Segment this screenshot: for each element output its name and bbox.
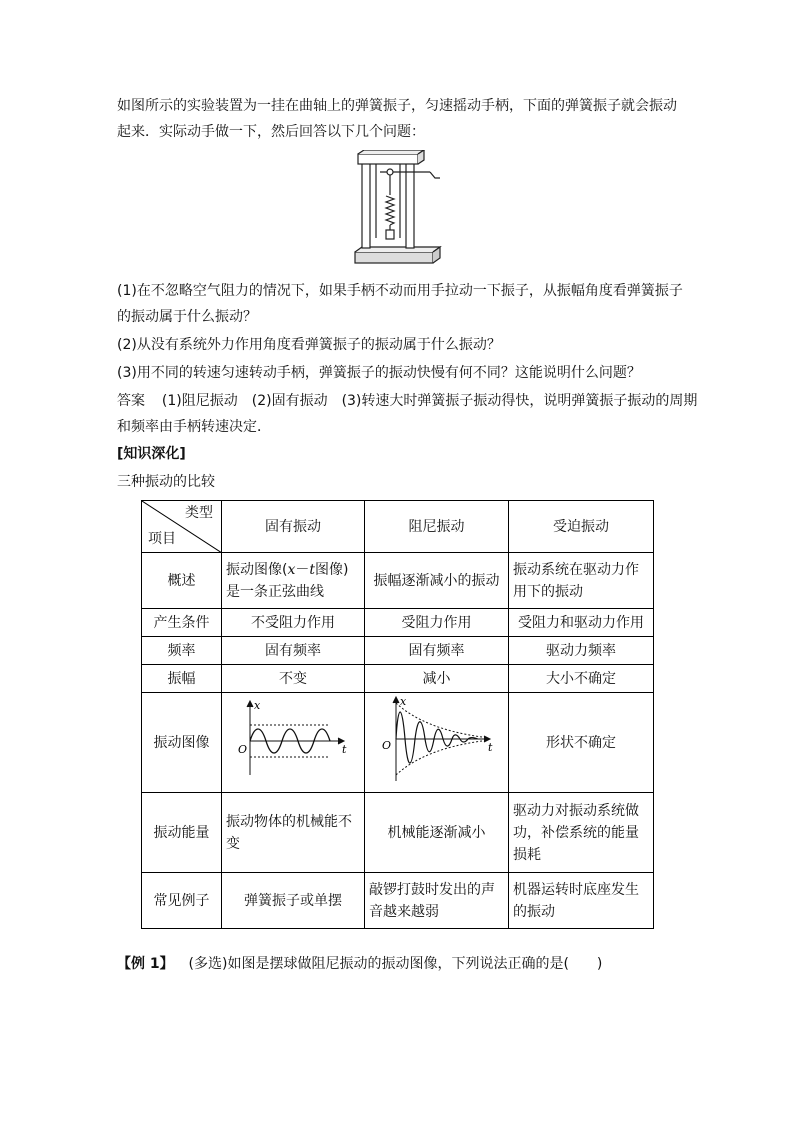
answer-line-2: 和频率由手柄转速决定． [117,419,271,435]
overview-natural [222,553,365,609]
frequency-forced: 驱动力频率 [509,637,654,665]
header-item-label: 项目 [148,531,176,547]
overview-forced: 振动系统在驱动力作用下的振动 [509,553,654,609]
example-1 [117,953,602,973]
row-label-examples: 常见例子 [142,873,222,929]
intro-line-1: 如图所示的实验装置为一挂在曲轴上的弹簧振子，匀速摇动手柄，下面的弹簧振子就会振动 [117,98,677,114]
graph-natural-origin: O [238,743,248,756]
examples-natural: 弹簧振子或单摆 [222,873,365,929]
table-row [142,693,654,793]
example-text: 如图是摆球做阻尼振动的振动图像，下列说法正确的是( ) [227,956,603,972]
overview-damped: 振幅逐渐减小的振动 [365,553,509,609]
intro-line-2: 起来．实际动手做一下，然后回答以下几个问题： [117,124,425,140]
amplitude-forced: 大小不确定 [509,665,654,693]
graph-natural-t-label: t [342,743,347,756]
examples-forced: 机器运转时底座发生的振动 [509,873,654,929]
table-row [142,553,654,609]
energy-natural: 振动物体的机械能不变 [222,793,365,873]
table-row [142,793,654,873]
question-1-line-2: 的振动属于什么振动？ [117,309,257,325]
table-header-row [142,501,654,553]
question-1-line-1: (1)在不忽略空气阻力的情况下，如果手柄不动而用手拉动一下振子，从振幅角度看弹簧振子 [117,283,683,299]
table-row [142,637,654,665]
graph-forced: 形状不确定 [509,693,654,793]
natural-vibration-graph [230,697,356,781]
table-row [142,609,654,637]
frequency-natural: 固有频率 [222,637,365,665]
table-row [142,873,654,929]
comparison-table [141,500,654,929]
overview-natural-pre: 振动图像( [226,561,288,578]
row-label-overview: 概述 [142,553,222,609]
header-diagonal-cell [142,501,222,553]
graph-natural-x-label: x [254,699,261,712]
condition-natural: 不受阻力作用 [222,609,365,637]
question-2: (2)从没有系统外力作用角度看弹簧振子的振动属于什么振动？ [117,337,501,353]
graph-damped-origin: O [381,739,391,752]
row-label-condition: 产生条件 [142,609,222,637]
answer-line-1 [117,390,697,410]
graph-damped [365,693,509,793]
row-label-frequency: 频率 [142,637,222,665]
row-label-amplitude: 振幅 [142,665,222,693]
section-title: 三种振动的比较 [117,474,215,490]
header-col-natural: 固有振动 [222,501,365,553]
energy-damped: 机械能逐渐减小 [365,793,509,873]
header-col-forced: 受迫振动 [509,501,654,553]
condition-forced: 受阻力和驱动力作用 [509,609,654,637]
row-label-energy: 振动能量 [142,793,222,873]
header-type-label: 类型 [185,505,213,521]
overview-natural-x: x [287,561,296,578]
condition-damped: 受阻力作用 [365,609,509,637]
amplitude-damped: 减小 [365,665,509,693]
question-3: (3)用不同的转速匀速转动手柄，弹簧振子的振动快慢有何不同？这能说明什么问题？ [117,365,641,381]
table-row [142,665,654,693]
spring-oscillator-apparatus-figure [350,150,450,275]
row-label-graph: 振动图像 [142,693,222,793]
graph-damped-t-label: t [487,741,492,754]
amplitude-natural: 不变 [222,665,365,693]
section-tag: [知识深化] [117,446,186,462]
overview-natural-post: 图像)是一条正弦曲线 [226,561,349,600]
frequency-damped: 固有频率 [365,637,509,665]
example-tag: 【例 1】 [117,956,174,972]
damped-vibration-graph [374,693,500,785]
overview-natural-dash: － [295,561,310,578]
answer-label: 答案 [117,393,145,409]
examples-damped: 敲锣打鼓时发出的声音越来越弱 [365,873,509,929]
graph-natural [222,693,365,793]
graph-damped-x-label: x [399,695,406,708]
example-multi: (多选) [188,956,228,972]
answer-text: (1)阻尼振动 (2)固有振动 (3)转速大时弹簧振子振动得快，说明弹簧振子振动的周期 [161,393,698,409]
energy-forced: 驱动力对振动系统做功，补偿系统的能量损耗 [509,793,654,873]
overview-natural-t: t [309,561,316,578]
header-col-damped: 阻尼振动 [365,501,509,553]
